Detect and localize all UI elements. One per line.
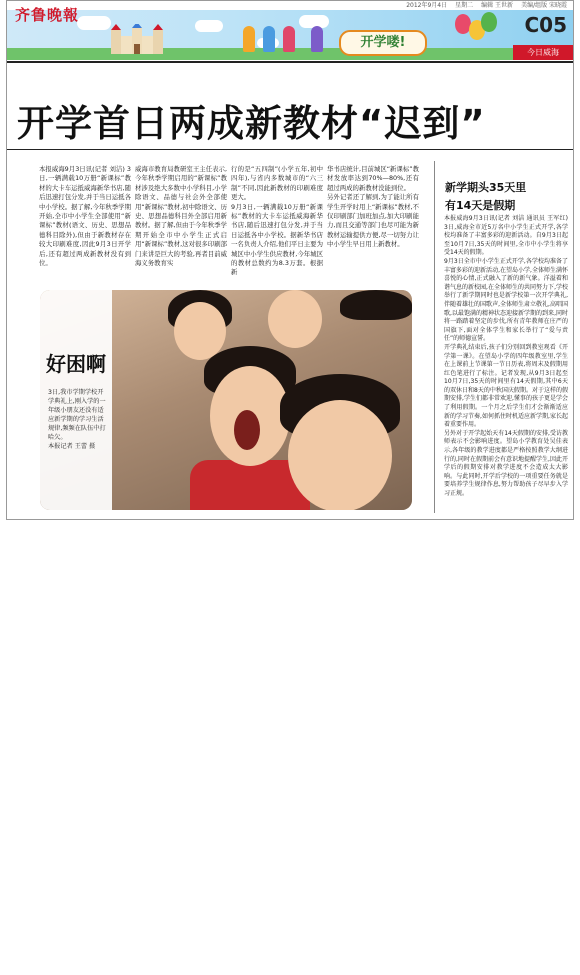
article-column-4: 华书店统计,目前城区“新课标”教材发放率达到70%—80%,还有超过两成的新教材没能到位。 另外记者还了解到,为了能让所有学生开学时用上“新课标”教材,不仅印刷部门加班加点,加大印刷能力,而且交通等部门也尽可能为新教材运输提供方便,尽一切努力让中小学生早日用上新教材。	[327, 165, 419, 249]
sidebar-divider	[434, 161, 435, 513]
child-figure	[283, 26, 295, 52]
issue-date: 2012年9月4日	[406, 2, 448, 9]
headline-rule	[7, 149, 573, 150]
news-photo	[40, 290, 412, 510]
top-info-line	[7, 1, 573, 10]
designer-credit: 美编/组版 宋晓霞	[521, 2, 567, 9]
photo-title: 好困啊	[46, 352, 106, 376]
boy-face	[288, 400, 392, 510]
child-figure	[263, 26, 275, 52]
sidebar-title-line-1: 新学期头35天里	[445, 181, 527, 194]
issue-weekday: 星期二	[455, 2, 474, 9]
child-face	[174, 302, 226, 360]
newspaper-logo: 齐鲁晚報	[15, 6, 80, 24]
sidebar-body: 本报威海9月3日讯(记者 刘洁 通讯员 王军红) 3日,威海全市近5万名中小学生正式开学,各学校均准备了丰富多彩的迎新活动。自9月3日起至10月7日,35天的时间里,全市中小学生将享受14天的假期。 9月3日全市中小学生正式开学,各学校均准备了丰富多彩的迎新活动,在望岛小学,全体师生满怀喜悦的心情,正式融入了新的新气象。洋溢着和谐气息的新校园,在全体师生的共同努力下,学校举行了新学期同时也是新学校第一次开学典礼,伴随着雄壮的国歌声,全体师生肃立敬礼,高唱国歌,以最饱满的精神状态迎接新学期的到来,同时将一路踏着坚定的步伐,所有青年教师在庄严的国旗下,面对全体学生和家长举行了“爱与责任”的师德宣誓。 开学典礼结束后,孩子们分别回到教室观看《开学第一课》。在望岛小学的四年级教室里,学生在上课前上节课第一节日历表,将周末及假期用红色笔进行了标注。记者发现,从9月3日起至10月7日,35天的时间里有14天假期,其中6天的双休日和8天的中秋国庆假期。对于这样的假期安排,学生们都非常欢迎,懂事的孩子更是学会了利用假期。一个月之后学生们才会渐渐适应新的学习节奏,如何抓住时机适应新学期,家长起着重要作用。 另外对于开学起始天有14天假期的安排,受访教师表示不会影响进度。望岛小学教育处吴佳表示,各年级的教学进度都是严格按照教学大纲进行的,同时在假期前会有意识地提醒学生,因此开学后的假期安排对教学进度不会造成太大影响。与此同时,开学后学校的一项重要任务就是要培养学生规律作息,努力帮助孩子尽早步入学习正规。	[444, 215, 568, 497]
castle-illustration	[107, 24, 167, 54]
masthead-banner	[7, 10, 573, 60]
section-label: 今日威海	[513, 45, 573, 60]
child-hair	[340, 290, 412, 320]
balloon-decoration	[481, 12, 497, 32]
cloud-decoration	[77, 16, 111, 30]
main-headline: 开学首日两成新教材“迟到”	[17, 102, 486, 145]
article-column-3: 行的是“五四制”(小学五年,初中四年),与省内多数城市的“六三制”不同,因此新教材的印刷难度更大。 9月3日,一辆满载10万册“新课标”教材的大卡车运抵威海新华书店,随后迅速打包分发,并于当日运抵各中小学校。据新华书店一名负责人介绍,他们平日主要为城区中小学生供应教材,今年城区的教材总数约为8.3万套。根据新	[231, 165, 323, 277]
child-figure	[243, 26, 255, 52]
child-figure	[311, 26, 323, 52]
photo-caption-box	[40, 290, 112, 510]
slogan-badge: 开学喽!	[339, 30, 427, 56]
editor-credit: 编辑 王世新	[481, 2, 514, 9]
cloud-decoration	[195, 20, 223, 32]
sidebar-title-line-2: 有14天是假期	[445, 199, 516, 212]
article-column-2: 威海市教育局教研室王主任表示,今年秋季学期启用的“新课标”教材涉及绝大多数中小学科目,小学除语文、品德与社会外全部使用“新课标”教材,初中除语文、历史、思想品德科目外全部启用新教材。据了解,但由于今年秋季学期开始全市中小学生正式启用“新课标”教材,这对很多印刷部门来讲是巨大的考验,再者目前威海义务教育实	[135, 165, 227, 268]
article-column-1: 本报威海9月3日讯(记者 刘洁) 3日,一辆满载10万册“新课标”教材的大卡车运抵威海新华书店,随后迅速打包分发,并于当日运抵各中小学校。据了解,今年秋季学期开始,全市中小学生全部使用“新课标”教材(语文、历史、思想品德科目除外),但由于新教材存在较大印刷难度,因此9月3日开学后,还有超过两成新教材没有到位。	[39, 165, 131, 268]
page-number: C05	[524, 13, 567, 37]
child-face	[268, 290, 322, 348]
photo-caption: 3日,我市学期学校开学典礼上,刚入学的一年级小朋友还没有适应新学期的学习生活规律,频频在队伍中打哈欠。 本报记者 王蕾 摄	[48, 389, 106, 450]
yawning-mouth	[234, 410, 260, 450]
newspaper-page	[6, 0, 574, 520]
masthead-rule	[7, 61, 573, 63]
